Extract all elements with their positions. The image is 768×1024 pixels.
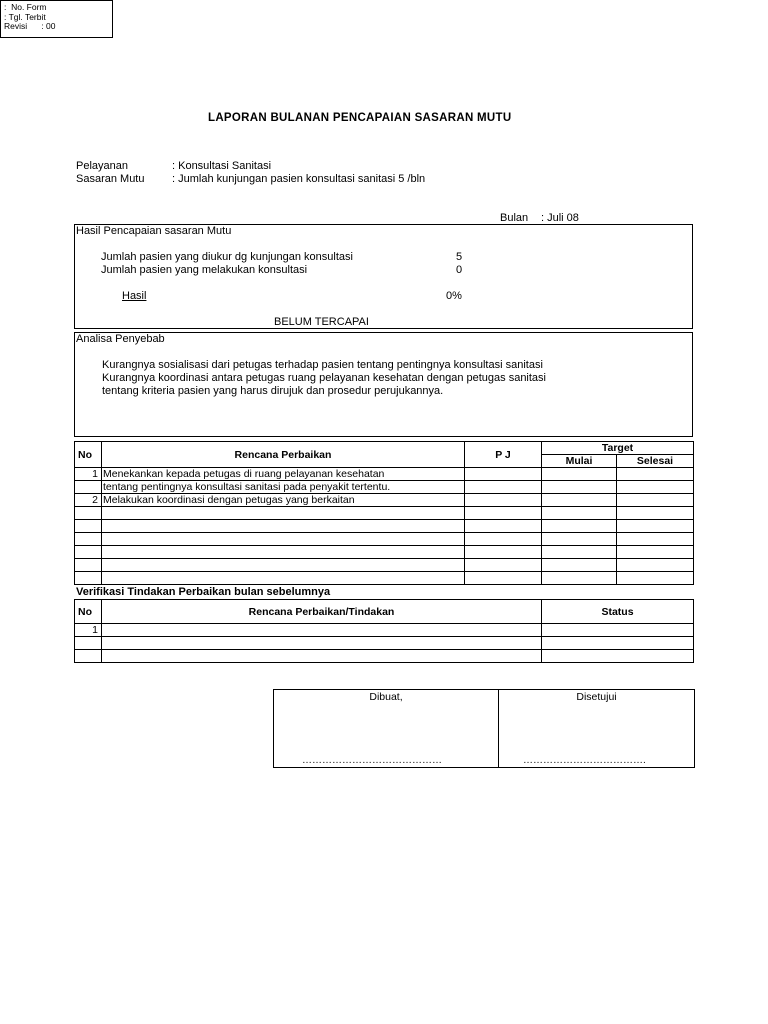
signature-dibuat-label: Dibuat, <box>369 691 403 703</box>
empty-cell <box>617 520 694 533</box>
table-row-empty <box>75 546 694 559</box>
empty-cell <box>465 546 542 559</box>
empty-cell <box>542 520 617 533</box>
hasil-heading: Hasil Pencapaian sasaran Mutu <box>76 225 232 237</box>
empty-cell <box>542 559 617 572</box>
hasil-label: Hasil <box>122 290 147 302</box>
row-rencana: tentang pentingnya konsultasi sanitasi pada penyakit tertentu. <box>102 481 465 494</box>
sasaran-label: Sasaran Mutu <box>76 173 145 185</box>
rencana-header-row <box>75 442 694 455</box>
empty-cell <box>542 533 617 546</box>
bulan-value: : Juli 08 <box>541 212 579 224</box>
empty-cell <box>102 507 465 520</box>
empty-cell <box>102 546 465 559</box>
table-row-empty <box>75 650 694 663</box>
table-row-empty <box>75 520 694 533</box>
table-row-empty <box>75 507 694 520</box>
empty-cell <box>75 546 102 559</box>
row-selesai <box>617 468 694 481</box>
analisa-line-2: Kurangnya koordinasi antara petugas ruang pelayanan kesehatan dengan petugas sanitasi <box>102 372 546 384</box>
row-rencana: Menekankan kepada petugas di ruang pelayanan kesehatan <box>102 468 465 481</box>
verifikasi-header-no: No <box>75 600 102 624</box>
row-mulai <box>542 468 617 481</box>
table-row <box>75 494 694 507</box>
empty-cell <box>617 533 694 546</box>
form-no-label: : No. Form <box>4 2 47 12</box>
form-revisi-label: Revisi : 00 <box>4 21 56 31</box>
row-rencana <box>102 624 542 637</box>
empty-cell <box>102 637 542 650</box>
table-row <box>75 481 694 494</box>
hasil-row2-value: 0 <box>456 264 463 276</box>
rencana-header-rencana: Rencana Perbaikan <box>102 442 465 468</box>
verifikasi-table <box>74 599 694 663</box>
form-info-box <box>0 0 113 38</box>
empty-cell <box>542 507 617 520</box>
empty-cell <box>75 637 102 650</box>
empty-cell <box>617 546 694 559</box>
page-title: LAPORAN BULANAN PENCAPAIAN SASARAN MUTU <box>208 112 512 124</box>
empty-cell <box>617 572 694 585</box>
verifikasi-heading: Verifikasi Tindakan Perbaikan bulan sebelumnya <box>76 586 331 598</box>
table-row <box>75 624 694 637</box>
hasil-row1-value: 5 <box>456 251 463 263</box>
rencana-perbaikan-table <box>74 441 694 585</box>
signature-dibuat-cell <box>274 690 499 768</box>
row-pj <box>465 481 542 494</box>
rencana-header-target: Target <box>542 442 694 455</box>
hasil-row2-label: Jumlah pasien yang melakukan konsultasi <box>101 264 308 276</box>
row-mulai <box>542 481 617 494</box>
empty-cell <box>542 650 694 663</box>
pelayanan-value: : Konsultasi Sanitasi <box>172 160 272 172</box>
rencana-header-no: No <box>75 442 102 468</box>
table-row-empty <box>75 572 694 585</box>
bulan-label: Bulan <box>500 212 529 224</box>
verifikasi-header-row <box>75 600 694 624</box>
rencana-header-mulai: Mulai <box>542 455 617 468</box>
pelayanan-label: Pelayanan <box>76 160 128 172</box>
empty-cell <box>102 650 542 663</box>
rencana-header-pj: P J <box>465 442 542 468</box>
empty-cell <box>75 520 102 533</box>
signature-disetujui-cell <box>499 690 695 768</box>
empty-cell <box>542 572 617 585</box>
signature-row <box>274 690 695 768</box>
sasaran-value: : Jumlah kunjungan pasien konsultasi sanitasi 5 /bln <box>172 173 426 185</box>
table-row-empty <box>75 559 694 572</box>
empty-cell <box>75 559 102 572</box>
hasil-row1-label: Jumlah pasien yang diukur dg kunjungan konsultasi <box>101 251 353 263</box>
table-row-empty <box>75 637 694 650</box>
empty-cell <box>75 572 102 585</box>
empty-cell <box>465 507 542 520</box>
row-status <box>542 624 694 637</box>
hasil-value: 0% <box>446 290 462 302</box>
verifikasi-header-rencana: Rencana Perbaikan/Tindakan <box>102 600 542 624</box>
rencana-header-selesai: Selesai <box>617 455 694 468</box>
empty-cell <box>102 533 465 546</box>
empty-cell <box>542 637 694 650</box>
row-pj <box>465 468 542 481</box>
empty-cell <box>75 533 102 546</box>
row-selesai <box>617 481 694 494</box>
hasil-status: BELUM TERCAPAI <box>274 316 369 328</box>
table-row <box>75 468 694 481</box>
row-no: 1 <box>75 624 102 637</box>
table-row-empty <box>75 533 694 546</box>
row-no <box>75 481 102 494</box>
empty-cell <box>75 650 102 663</box>
verifikasi-header-status: Status <box>542 600 694 624</box>
empty-cell <box>102 520 465 533</box>
empty-cell <box>465 559 542 572</box>
row-no: 2 <box>75 494 102 507</box>
row-rencana: Melakukan koordinasi dengan petugas yang berkaitan <box>102 494 465 507</box>
empty-cell <box>102 559 465 572</box>
analisa-line-3: tentang kriteria pasien yang harus dirujuk dan prosedur perujukannya. <box>102 385 444 397</box>
signature-disetujui-line: ………………………………. <box>523 755 646 766</box>
empty-cell <box>617 559 694 572</box>
analisa-line-1: Kurangnya sosialisasi dari petugas terhadap pasien tentang pentingnya konsultasi sanitasi <box>102 359 543 371</box>
empty-cell <box>75 507 102 520</box>
empty-cell <box>617 507 694 520</box>
form-tgl-terbit-label: : Tgl. Terbit <box>4 12 46 22</box>
empty-cell <box>465 533 542 546</box>
empty-cell <box>465 520 542 533</box>
row-selesai <box>617 494 694 507</box>
signature-disetujui-label: Disetujui <box>576 691 617 703</box>
signature-table <box>273 689 695 768</box>
row-no: 1 <box>75 468 102 481</box>
row-mulai <box>542 494 617 507</box>
row-pj <box>465 494 542 507</box>
hasil-section <box>74 224 693 329</box>
signature-dibuat-line: …………………………………… <box>302 755 442 766</box>
analisa-heading: Analisa Penyebab <box>76 333 165 345</box>
empty-cell <box>542 546 617 559</box>
empty-cell <box>102 572 465 585</box>
empty-cell <box>465 572 542 585</box>
